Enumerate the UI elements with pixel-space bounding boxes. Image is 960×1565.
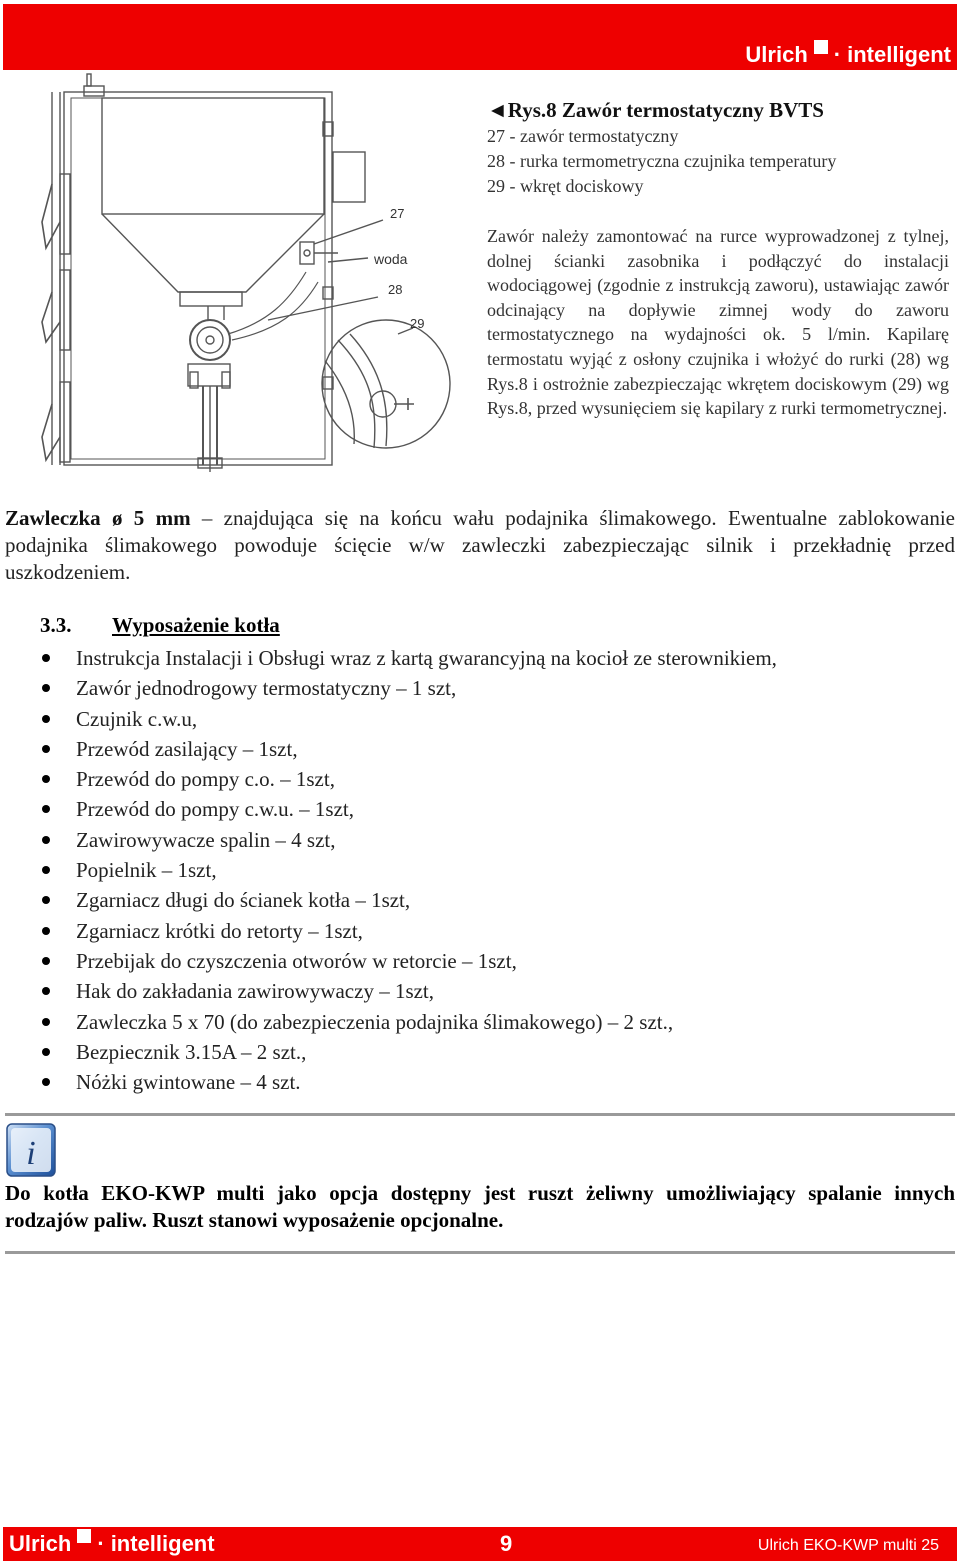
list-item: Przewód do pompy c.o. – 1szt, (40, 764, 940, 794)
footer-brand-name: Ulrich (9, 1531, 72, 1556)
list-item: Zgarniacz krótki do retorty – 1szt, (40, 916, 940, 946)
list-item: Bezpiecznik 3.15A – 2 szt., (40, 1037, 940, 1067)
bullet-icon (42, 1018, 50, 1026)
bullet-icon (42, 1078, 50, 1086)
bullet-icon (42, 745, 50, 753)
page-number: 9 (500, 1531, 513, 1556)
optional-grate-note: Do kotła EKO-KWP multi jako opcja dostępny jest ruszt żeliwny umożliwiający spalanie innych rodzajów paliw. Ruszt stanowi wyposażenie opcjonalne. (5, 1181, 955, 1232)
list-item: Przewód do pompy c.w.u. – 1szt, (40, 794, 940, 824)
bullet-icon (42, 654, 50, 662)
footer-logo-square-icon (77, 1529, 91, 1543)
bullet-icon (42, 957, 50, 965)
list-item: Przebijak do czyszczenia otworów w retorcie – 1szt, (40, 946, 940, 976)
brand-tagline: intelligent (847, 42, 951, 67)
label-28: 28 (388, 282, 403, 297)
list-item: Nóżki gwintowane – 4 szt. (40, 1067, 940, 1097)
note-bottom-rule (5, 1251, 955, 1254)
brand-name: Ulrich (745, 42, 808, 67)
caption-title: ◄Rys.8 Zawór termostatyczny BVTS (487, 98, 824, 122)
bullet-icon (42, 715, 50, 723)
left-arrow-icon: ◄ (487, 98, 508, 122)
section-title: Wyposażenie kotła (112, 613, 280, 637)
footer-doc-title: Ulrich EKO-KWP multi 25 (757, 1537, 939, 1554)
label-woda: woda (374, 251, 408, 267)
bullet-icon (42, 836, 50, 844)
bullet-icon (42, 866, 50, 874)
logo-square-icon (814, 40, 828, 54)
legend-item: 29 - wkręt dociskowy (487, 176, 644, 196)
bullet-icon (42, 896, 50, 904)
paragraph-lead: Zawleczka ø 5 mm (5, 506, 191, 530)
footer-brand-dot: · (97, 1531, 105, 1556)
list-item: Zawirowywacze spalin – 4 szt, (40, 825, 940, 855)
label-29: 29 (410, 316, 425, 331)
list-item: Czujnik c.w.u, (40, 704, 940, 734)
list-item: Popielnik – 1szt, (40, 855, 940, 885)
legend-item: 28 - rurka termometryczna czujnika temperatury (487, 151, 837, 171)
bullet-icon (42, 987, 50, 995)
header-logo (745, 40, 951, 68)
controller-box (333, 152, 365, 202)
legend-item: 27 - zawór termostatyczny (487, 126, 679, 146)
label-27: 27 (390, 206, 405, 221)
header-bar (3, 4, 957, 70)
boiler-body (64, 92, 332, 465)
bullet-icon (42, 1048, 50, 1056)
caption-description: Zawór należy zamontować na rurce wyprowadzonej z tylnej, dolnej ścianki zasobnika i podłączyć do instalacji wodociągowej (zgodnie z instrukcją zaworu), ustawiając zawór odcinający na dopływie zimnej wody do zaworu termostatycznego na wydajności ok. 5 l/min. Kapilarę termostatu wyjąć z osłony czujnika i włożyć do rurki (28) wg Rys.8 i ostrożnie zabezpieczając wkrętem dociskowym (29) wg Rys.8, przed wysunięciem się kapilary z rurki termometrycznej. (487, 226, 949, 419)
list-item: Zawór jednodrogowy termostatyczny – 1 szt, (40, 673, 940, 703)
caption-legend (487, 124, 949, 199)
info-letter: i (26, 1135, 36, 1172)
equipment-list (40, 643, 940, 1097)
figure-caption (487, 96, 949, 421)
boiler-drawing (38, 72, 478, 477)
list-item: Hak do zakładania zawirowywaczy – 1szt, (40, 976, 940, 1006)
section-heading (40, 613, 280, 638)
list-item: Przewód zasilający – 1szt, (40, 734, 940, 764)
bullet-icon (42, 927, 50, 935)
list-item: Instrukcja Instalacji i Obsługi wraz z kartą gwarancyjną na kocioł ze sterownikiem, (40, 643, 940, 673)
section-number: 3.3. (40, 613, 72, 637)
note-top-rule (5, 1113, 955, 1116)
bullet-icon (42, 775, 50, 783)
cotter-pin-paragraph (5, 505, 955, 586)
footer-logo (9, 1529, 215, 1557)
footer-brand-tagline: intelligent (110, 1531, 215, 1556)
list-item: Zgarniacz długi do ścianek kotła – 1szt, (40, 885, 940, 915)
brand-dot: · (833, 42, 842, 67)
paragraph-text: – znajdująca się na końcu wału podajnika ślimakowego. Ewentualne zablokowanie podajnika ślimakowego powoduje ścięcie w/w zawleczki zabezpieczając silnik i przekładnię przed uszkodzeniem. (5, 506, 955, 584)
bullet-icon (42, 805, 50, 813)
list-item: Zawleczka 5 x 70 (do zabezpieczenia podajnika ślimakowego) – 2 szt., (40, 1007, 940, 1037)
bullet-icon (42, 684, 50, 692)
footer-bar (3, 1527, 957, 1561)
info-icon (5, 1122, 57, 1178)
